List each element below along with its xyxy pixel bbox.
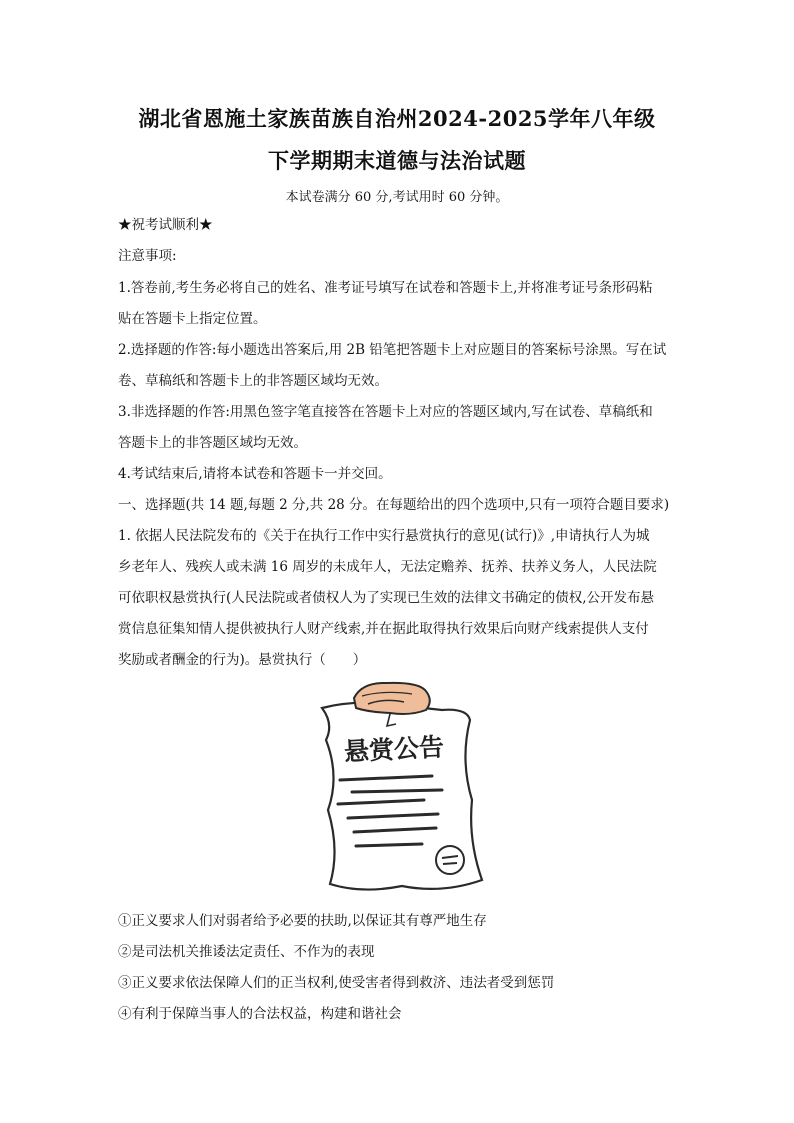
notice-line: 贴在答题卡上指定位置。: [118, 311, 267, 327]
notice-line: 1.答卷前,考生务必将自己的姓名、准考证号填写在试卷和答题卡上,并将准考证号条形码粘: [118, 280, 653, 296]
exam-subtitle: 本试卷满分 60 分,考试用时 60 分钟。: [285, 190, 509, 205]
notice-line: 卷、草稿纸和答题卡上的非答题区域均无效。: [118, 373, 388, 389]
notice-line: 4.考试结束后,请将本试卷和答题卡一并交回。: [118, 466, 392, 482]
notice-line: 3.非选择题的作答:用黑色签字笔直接答在答题卡上对应的答题区域内,写在试卷、草稿纸和: [118, 404, 653, 420]
notice-heading: 注意事项:: [118, 248, 177, 264]
question-line: 奖励或者酬金的行为)。悬赏执行（ ）: [118, 652, 367, 668]
notice-heading-text: 悬赏公告: [343, 732, 445, 767]
exam-title-line2: 下学期期末道德与法治试题: [268, 148, 526, 173]
exam-title-line1: 湖北省恩施土家族苗族自治州2024-2025学年八年级: [138, 106, 656, 131]
option-2: ②是司法机关推诿法定责任、不作为的表现: [118, 944, 375, 960]
notice-line: 2.选择题的作答:每小题选出答案后,用 2B 铅笔把答题卡上对应题目的答案标号涂黑。写在试: [118, 342, 667, 358]
question-line: 1. 依据人民法院发布的《关于在执行工作中实行悬赏执行的意见(试行)》,申请执行人为城: [118, 528, 650, 544]
notice-line: 答题卡上的非答题区域均无效。: [118, 435, 307, 451]
reward-notice-illustration: [292, 680, 512, 900]
option-4: ④有利于保障当事人的合法权益，构建和谐社会: [118, 1006, 402, 1022]
hand: [354, 683, 430, 714]
notice-paper: [322, 703, 482, 890]
question-line: 乡老年人、残疾人或未满 16 周岁的未成年人，无法定赡养、抚养、扶养义务人，人民法院: [118, 559, 657, 575]
option-1: ①正义要求人们对弱者给予必要的扶助,以保证其有尊严地生存: [118, 913, 487, 929]
section-heading: 一、选择题(共 14 题,每题 2 分,共 28 分。在每题给出的四个选项中,只有一项符合题目要求): [118, 497, 670, 513]
question-line: 可依职权悬赏执行(人民法院或者债权人为了实现已生效的法律文书确定的债权,公开发布悬: [118, 590, 655, 606]
question-line: 赏信息征集知情人提供被执行人财产线索,并在据此取得执行效果后向财产线索提供人支付: [118, 621, 649, 637]
greeting: ★祝考试顺利★: [118, 217, 213, 233]
option-3: ③正义要求依法保障人们的正当权利,使受害者得到救济、违法者受到惩罚: [118, 975, 555, 991]
